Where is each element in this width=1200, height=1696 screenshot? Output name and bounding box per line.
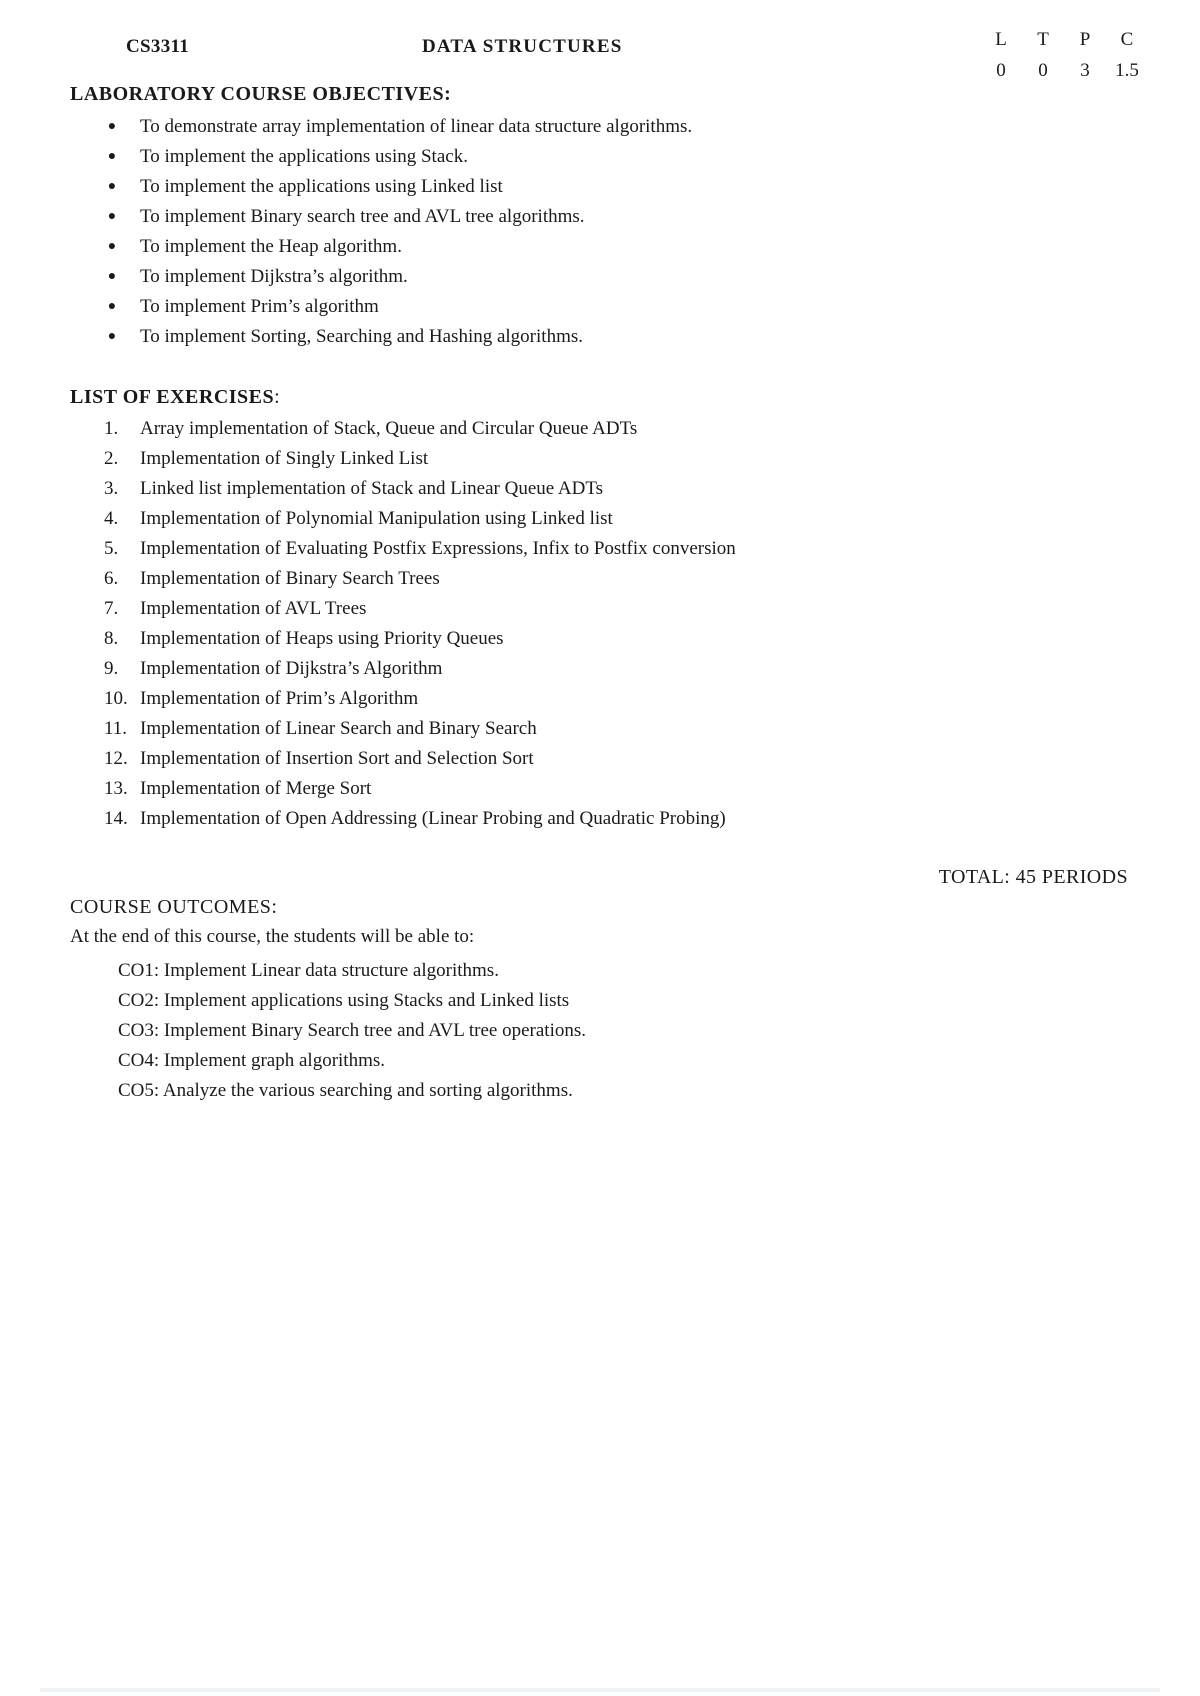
exercise-number: 8.: [104, 628, 119, 649]
exercises-heading-text: LIST OF EXERCISES: [70, 386, 275, 408]
exercise-number: 10.: [104, 688, 128, 709]
exercise-text: Implementation of Insertion Sort and Selection Sort: [140, 748, 534, 769]
exercise-text: Implementation of Binary Search Trees: [140, 568, 440, 589]
objective-text: To implement the applications using Linked list: [140, 176, 503, 197]
exercise-number: 2.: [104, 448, 119, 469]
outcomes-intro: At the end of this course, the students will be able to:: [70, 926, 475, 947]
list-item: CO3: Implement Binary Search tree and AVL tree operations.: [118, 1020, 587, 1041]
exercise-number: 1.: [104, 418, 119, 439]
outcomes-list: [0, 956, 586, 1106]
exercise-text: Implementation of Heaps using Priority Queues: [140, 628, 504, 649]
credit-labels-row: [980, 24, 1148, 55]
credit-values-row: [980, 55, 1148, 86]
exercise-number: 11.: [104, 718, 128, 739]
exercise-text: Implementation of Open Addressing (Linear Probing and Quadratic Probing): [140, 808, 726, 829]
bullet-icon: ●: [107, 209, 117, 224]
credit-value-t: 0: [1038, 59, 1048, 81]
outcomes-heading: COURSE OUTCOMES:: [70, 896, 278, 918]
page-bottom-edge: [40, 1688, 1160, 1692]
credit-value-p: 3: [1080, 59, 1090, 81]
bullet-icon: ●: [107, 239, 117, 254]
exercise-text: Linked list implementation of Stack and Linear Queue ADTs: [140, 478, 604, 499]
exercise-text: Implementation of Singly Linked List: [140, 448, 429, 469]
exercise-text: Implementation of Evaluating Postfix Expressions, Infix to Postfix conversion: [140, 538, 736, 559]
exercise-text: Implementation of Linear Search and Binary Search: [140, 718, 537, 739]
exercise-number: 4.: [104, 508, 119, 529]
objective-text: To implement the Heap algorithm.: [140, 236, 402, 257]
credit-value-c: 1.5: [1115, 59, 1139, 81]
objective-text: To implement the applications using Stack.: [140, 146, 468, 167]
exercise-number: 13.: [104, 778, 128, 799]
exercise-number: 7.: [104, 598, 119, 619]
objective-text: To implement Dijkstra’s algorithm.: [140, 266, 408, 287]
exercise-number: 6.: [104, 568, 119, 589]
exercise-text: Implementation of Merge Sort: [140, 778, 372, 799]
course-title: DATA STRUCTURES: [422, 36, 623, 57]
exercise-number: 9.: [104, 658, 119, 679]
exercise-number: 5.: [104, 538, 119, 559]
list-item: CO1: Implement Linear data structure algorithms.: [118, 960, 499, 981]
bullet-icon: ●: [107, 149, 117, 164]
exercise-text: Implementation of Polynomial Manipulation using Linked list: [140, 508, 613, 529]
total-periods: TOTAL: 45 PERIODS: [938, 866, 1128, 888]
objective-text: To implement Prim’s algorithm: [140, 296, 379, 317]
exercises-heading: [70, 386, 280, 409]
course-code: CS3311: [126, 36, 190, 57]
credit-value-l: 0: [996, 59, 1006, 81]
exercise-number: 3.: [104, 478, 119, 499]
credit-label-p: P: [1079, 28, 1091, 50]
objective-text: To implement Sorting, Searching and Hashing algorithms.: [140, 326, 583, 347]
exercise-text: Implementation of AVL Trees: [140, 598, 367, 619]
exercise-number: 12.: [104, 748, 128, 769]
list-item: CO4: Implement graph algorithms.: [118, 1050, 386, 1071]
credit-label-t: T: [1037, 28, 1049, 50]
bullet-icon: ●: [107, 119, 117, 134]
list-item: CO5: Analyze the various searching and sorting algorithms.: [118, 1080, 573, 1101]
exercise-number: 14.: [104, 808, 128, 829]
bullet-icon: ●: [107, 179, 117, 194]
bullet-icon: ●: [107, 299, 117, 314]
credit-label-c: C: [1120, 28, 1134, 50]
exercise-text: Array implementation of Stack, Queue and Circular Queue ADTs: [140, 418, 638, 439]
list-item: CO2: Implement applications using Stacks and Linked lists: [118, 990, 570, 1011]
bullet-icon: ●: [107, 329, 117, 344]
objective-text: To demonstrate array implementation of linear data structure algorithms.: [140, 116, 693, 137]
exercises-heading-colon: :: [274, 386, 281, 408]
bullet-icon: ●: [107, 269, 117, 284]
exercise-text: Implementation of Prim’s Algorithm: [140, 688, 419, 709]
objective-text: To implement Binary search tree and AVL tree algorithms.: [140, 206, 585, 227]
exercise-text: Implementation of Dijkstra’s Algorithm: [140, 658, 443, 679]
credit-label-l: L: [995, 28, 1007, 50]
objectives-heading: LABORATORY COURSE OBJECTIVES:: [70, 83, 452, 105]
credit-table: [980, 24, 1148, 86]
